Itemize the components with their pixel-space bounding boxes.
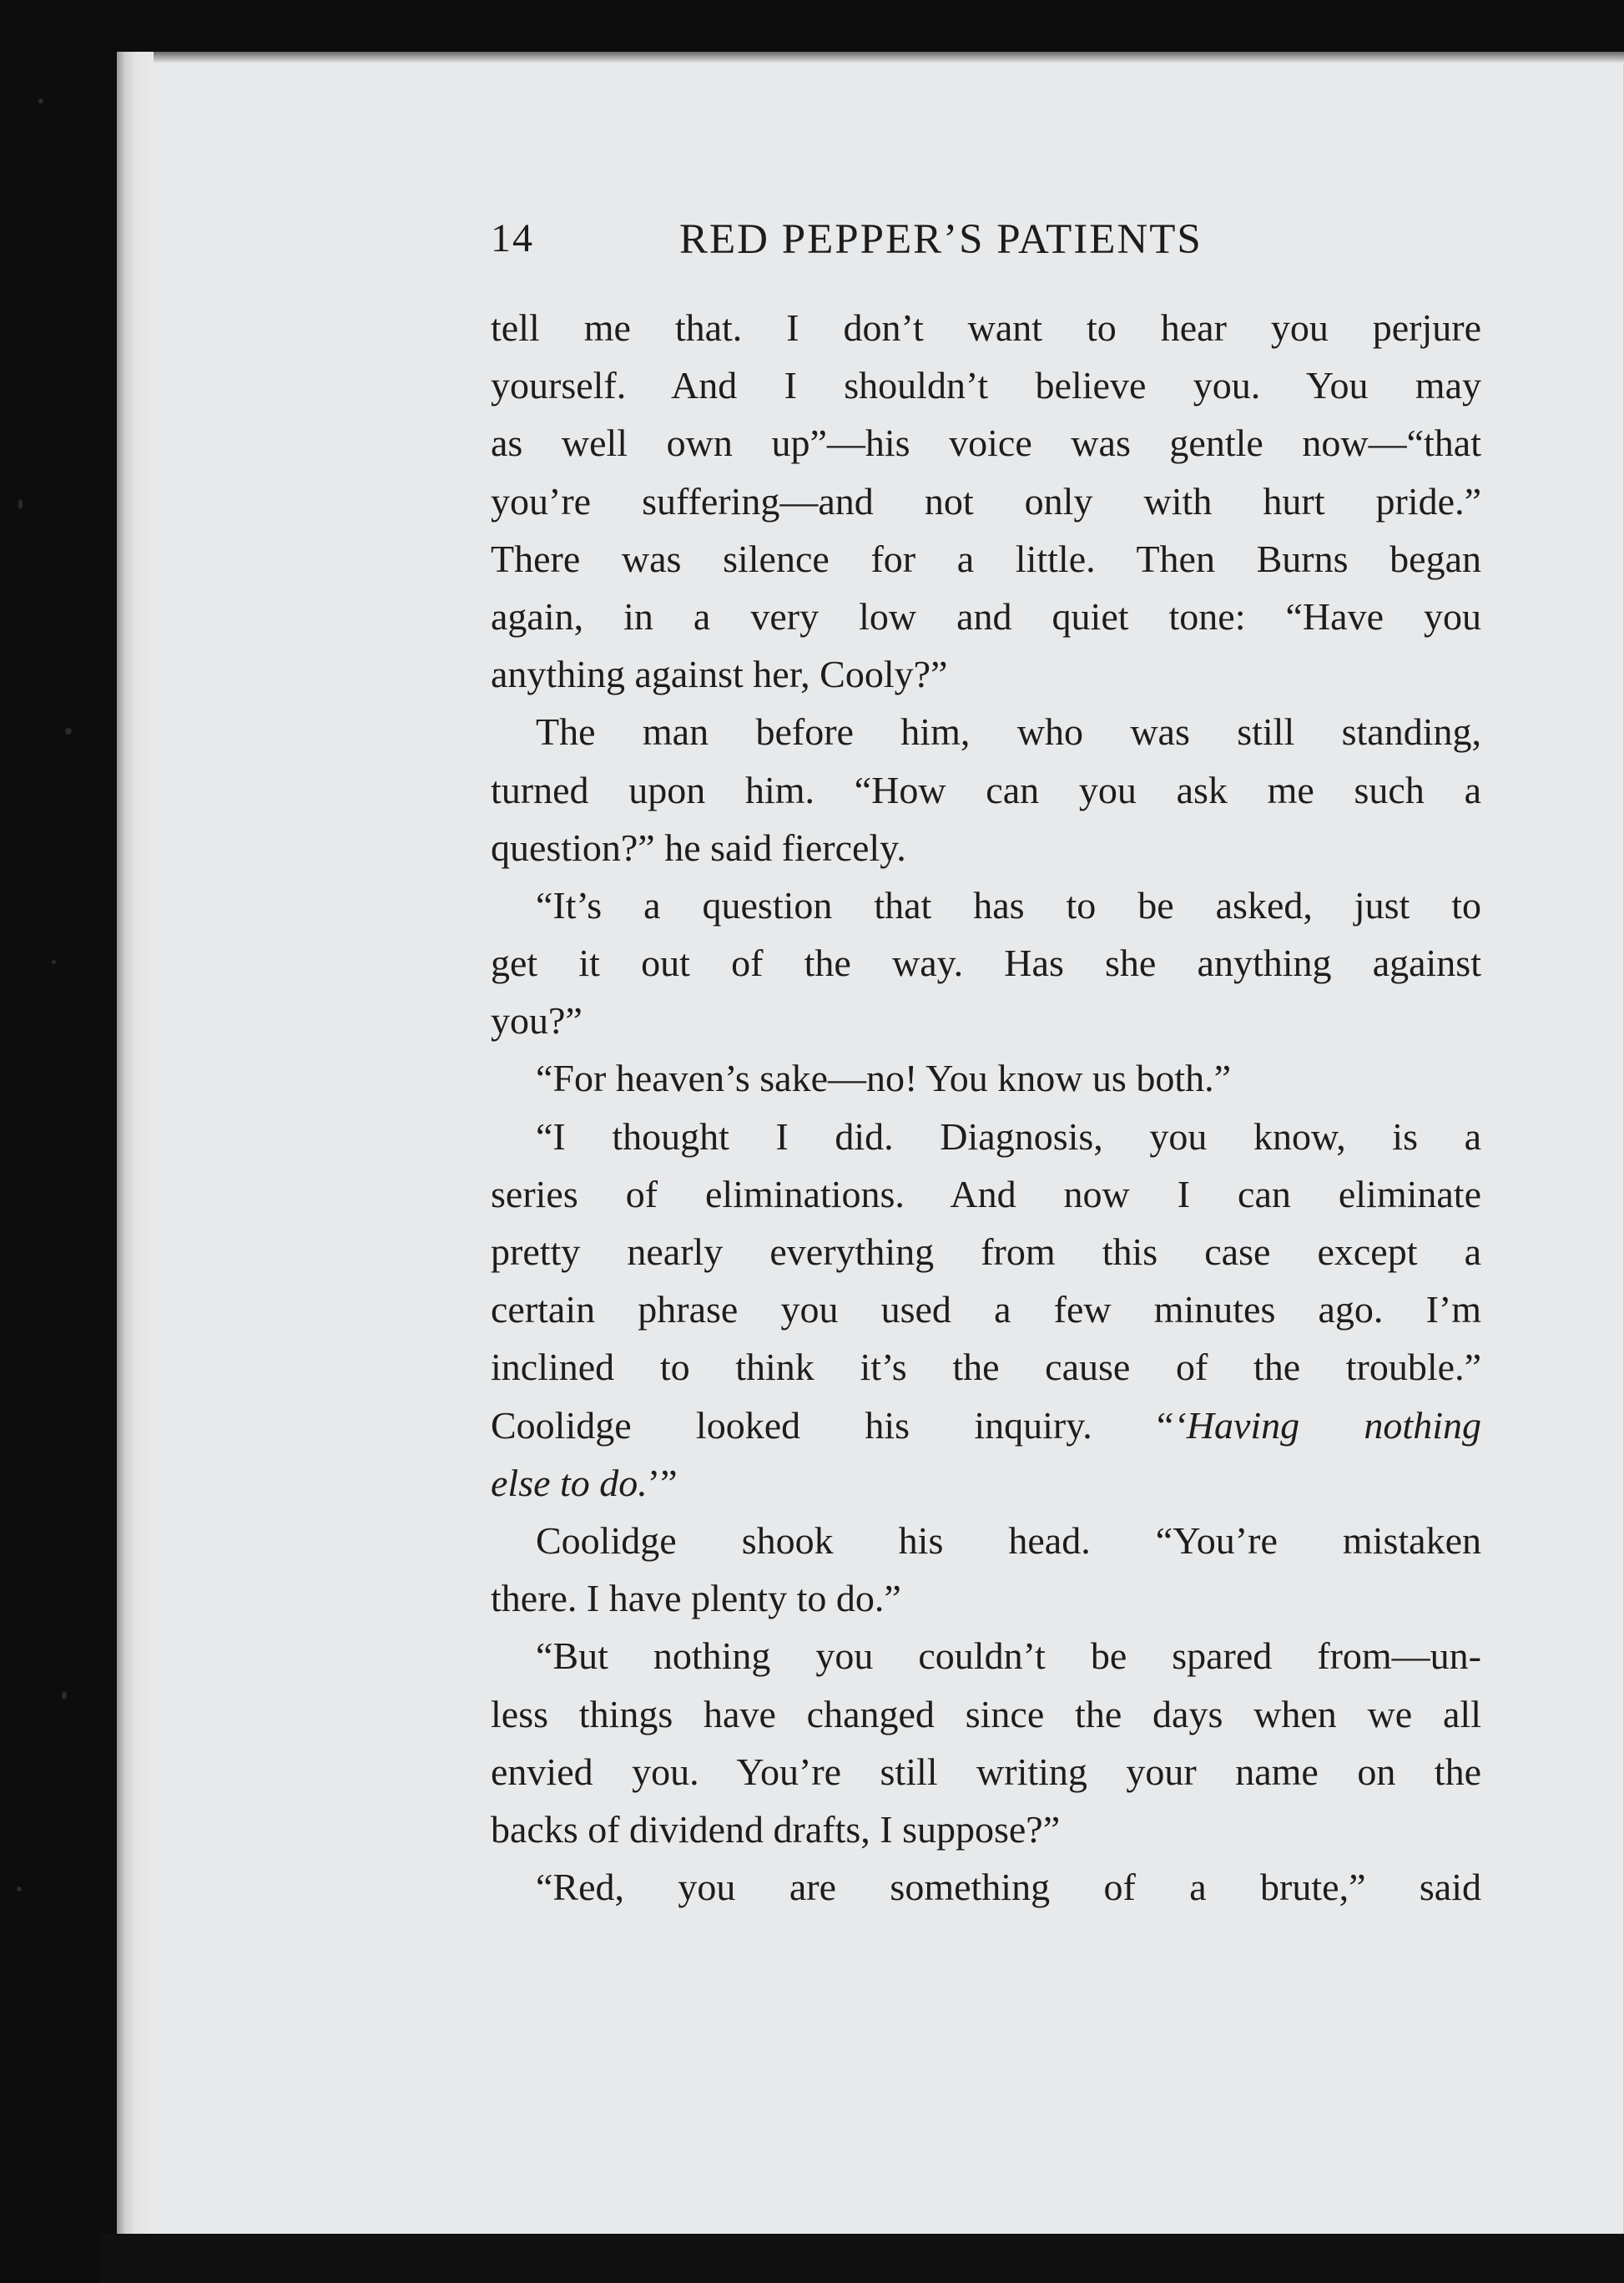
running-header [491,215,1492,274]
page-top-shadow [117,52,1624,63]
text-line-mixed [491,1397,1481,1454]
running-title: RED PEPPER’S PATIENTS [679,216,1203,263]
text-line: you’re suffering—and not only with hurt pride.” [491,479,1481,523]
text-line: tell me that. I don’t want to hear you perjure [491,306,1481,349]
text-line: yourself. And I shouldn’t believe you. You may [491,364,1481,407]
text-line: “Red, you are something of a brute,” said [536,1866,1481,1909]
text-line: “I thought I did. Diagnosis, you know, is a [536,1114,1481,1158]
text-line: turned upon him. “How can you ask me such a [491,768,1481,811]
text-line: again, in a very low and quiet tone: “Have you [491,594,1481,638]
page-binding-edge [117,52,154,2239]
scan-speck [18,499,23,509]
scan-speck [38,98,43,104]
scan-speck [62,1691,67,1700]
text-line: get it out of the way. Has she anything against [491,942,1481,985]
text-line: inclined to think it’s the cause of the trouble.” [491,1346,1481,1389]
text-line-mixed [491,1454,1481,1512]
text-line: question?” he said fiercely. [491,826,906,869]
text-line: there. I have plenty to do.” [491,1577,901,1620]
text-line: There was silence for a little. Then Burns began [491,537,1481,580]
text-line: pretty nearly everything from this case except a [491,1230,1481,1273]
text-line: “For heaven’s sake—no! You know us both.” [536,1057,1232,1100]
text-line: “It’s a question that has to be asked, just to [536,883,1481,927]
italic-quote: ‘Having nothing [1173,1403,1481,1447]
body-text [491,299,1481,1916]
text-line: series of eliminations. And now I can eliminate [491,1172,1481,1215]
text-line: backs of dividend drafts, I suppose?” [491,1807,1061,1851]
text-line: envied you. You’re still writing your name on the [491,1750,1481,1793]
text-line: The man before him, who was still standing, [536,710,1481,754]
text-line: less things have changed since the days when we all [491,1692,1481,1735]
text-line: you?” [491,999,583,1043]
text-fragment: ’” [647,1461,678,1504]
text-line: certain phrase you used a few minutes ago. I’m [491,1288,1481,1331]
scan-speck [17,1887,22,1892]
scan-speck [65,728,72,735]
text-line: anything against her, Cooly?” [491,653,948,696]
text-line: Coolidge shook his head. “You’re mistaken [536,1518,1481,1562]
page-bottom-edge [100,2234,1624,2283]
text-line: “But nothing you couldn’t be spared from—un- [536,1634,1481,1678]
page-number: 14 [491,216,534,260]
text-line: as well own up”—his voice was gentle now—“that [491,422,1481,465]
scan-speck [52,960,56,964]
text-fragment: Coolidge looked his inquiry. “ [491,1403,1174,1447]
italic-quote: else to do. [491,1461,648,1504]
